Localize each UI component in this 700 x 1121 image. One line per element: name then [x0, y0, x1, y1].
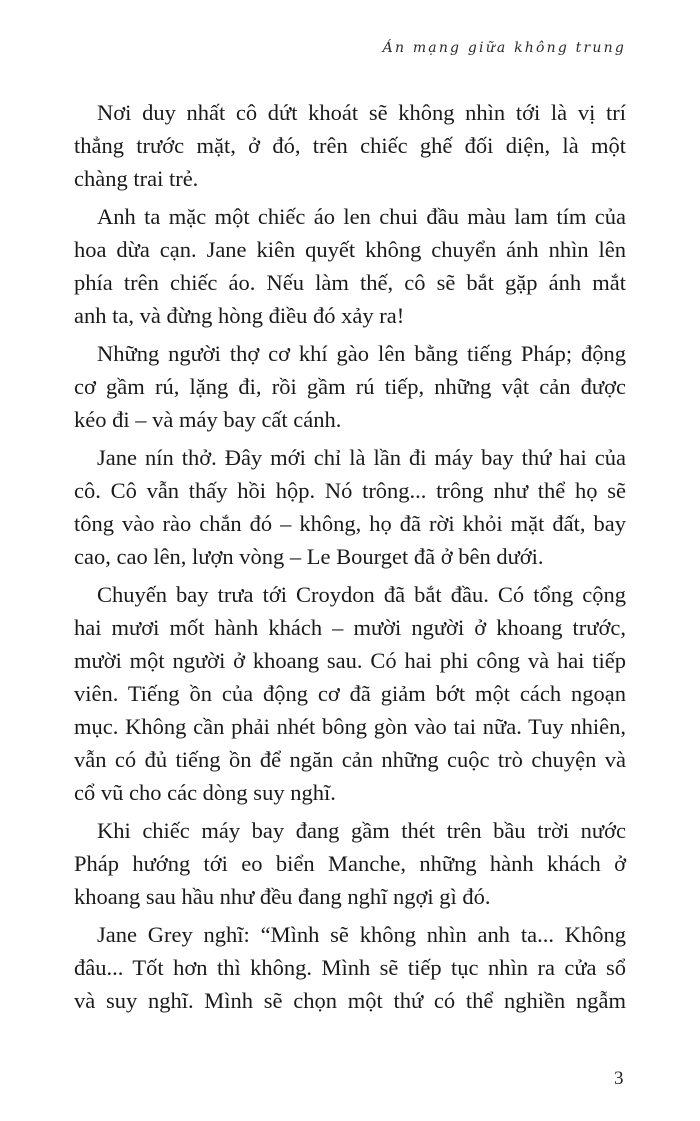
text-line: phía trên chiếc áo. Nếu làm thế, cô sẽ bắt gặp ánh mắt — [74, 270, 626, 295]
text-line: cơ gầm rú, lặng đi, rồi gầm rú tiếp, những vật cản được — [74, 374, 626, 399]
page-number: 3 — [614, 1068, 624, 1089]
paragraph-5 — [74, 578, 626, 809]
text-line: mục. Không cần phải nhét bông gòn vào tai nữa. Tuy nhiên, — [74, 714, 626, 739]
text-line: và suy nghĩ. Mình sẽ chọn một thứ có thể nghiền ngẫm — [74, 988, 626, 1013]
text-line: Anh ta mặc một chiếc áo len chui đầu màu lam tím của — [97, 204, 626, 229]
text-line: Khi chiếc máy bay đang gầm thét trên bầu trời nước — [97, 818, 626, 843]
text-line: cổ vũ cho các dòng suy nghĩ. — [74, 780, 336, 805]
text-line: đâu... Tốt hơn thì không. Mình sẽ tiếp tục nhìn ra cửa sổ — [74, 955, 626, 980]
text-line: viên. Tiếng ồn của động cơ đã giảm bớt một cách ngoạn — [74, 681, 626, 706]
text-line: anh ta, và đừng hòng điều đó xảy ra! — [74, 303, 405, 328]
text-line: vẫn có đủ tiếng ồn để ngăn cản những cuộc trò chuyện và — [74, 747, 626, 772]
text-line: Jane nín thở. Đây mới chỉ là lần đi máy bay thứ hai của — [97, 445, 626, 470]
paragraph-7 — [74, 918, 626, 1017]
text-line: Jane Grey nghĩ: “Mình sẽ không nhìn anh ta... Không — [97, 922, 626, 947]
text-line: hoa dừa cạn. Jane kiên quyết không chuyển ánh nhìn lên — [74, 237, 626, 262]
text-line: thẳng trước mặt, ở đó, trên chiếc ghế đối diện, là một — [74, 133, 626, 158]
paragraph-4 — [74, 441, 626, 573]
text-line: kéo đi – và máy bay cất cánh. — [74, 407, 342, 432]
body-text — [74, 96, 626, 1022]
text-line: cô. Cô vẫn thấy hồi hộp. Nó trông... trông như thể họ sẽ — [74, 478, 626, 503]
paragraph-3 — [74, 337, 626, 436]
text-line: cao, cao lên, lượn vòng – Le Bourget đã ở bên dưới. — [74, 544, 544, 569]
text-line: tông vào rào chắn đó – không, họ đã rời khỏi mặt đất, bay — [74, 511, 626, 536]
running-head: Án mạng giữa không trung — [382, 40, 626, 56]
text-line: Chuyến bay trưa tới Croydon đã bắt đầu. Có tổng cộng — [97, 582, 626, 607]
text-line: khoang sau hầu như đều đang nghĩ ngợi gì đó. — [74, 884, 491, 909]
text-line: chàng trai trẻ. — [74, 166, 199, 191]
text-line: hai mươi mốt hành khách – mười người ở khoang trước, — [74, 615, 626, 640]
text-line: Những người thợ cơ khí gào lên bằng tiếng Pháp; động — [97, 341, 626, 366]
paragraph-2 — [74, 200, 626, 332]
paragraph-1 — [74, 96, 626, 195]
paragraph-6 — [74, 814, 626, 913]
text-line: Nơi duy nhất cô dứt khoát sẽ không nhìn tới là vị trí — [97, 100, 626, 125]
text-line: Pháp hướng tới eo biển Manche, những hành khách ở — [74, 851, 626, 876]
text-line: mười một người ở khoang sau. Có hai phi công và hai tiếp — [74, 648, 626, 673]
